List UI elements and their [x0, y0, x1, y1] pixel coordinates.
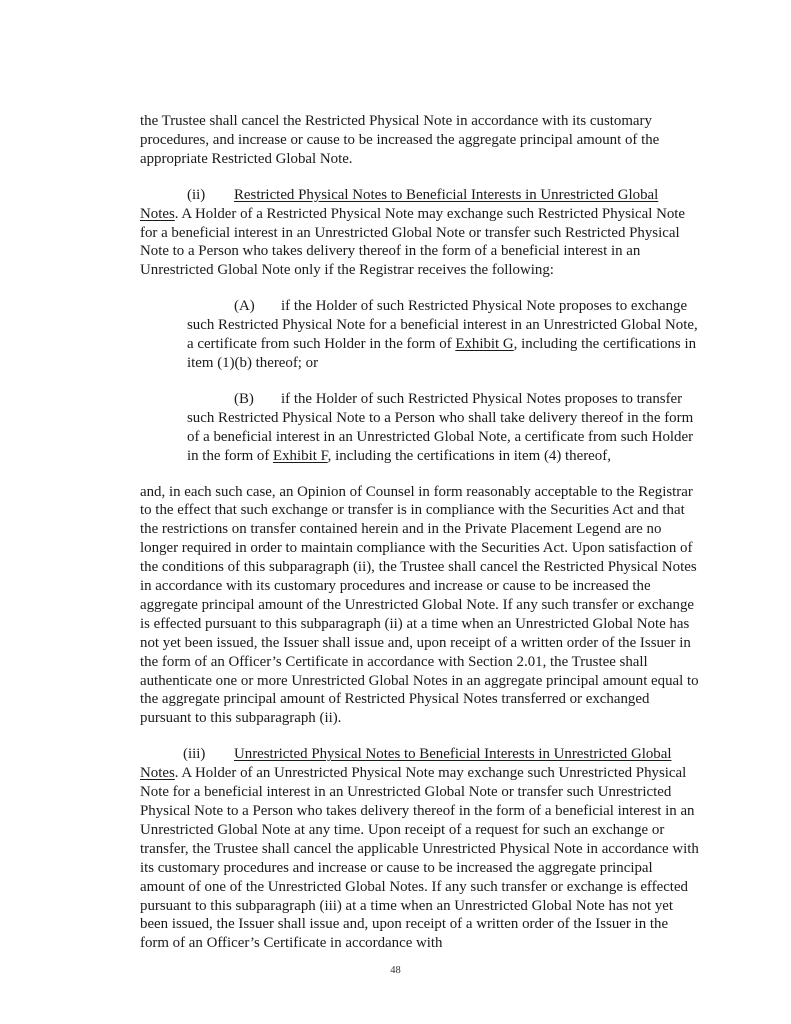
clause-label-a: (A) [234, 298, 255, 315]
subparagraph-heading-iii: Unrestricted Physical Notes to Beneficial Interests in Unrestricted Global Notes [140, 746, 672, 782]
exhibit-f-reference: Exhibit F [273, 447, 328, 464]
paragraph-ii [140, 186, 700, 281]
clause-text-a-before: if the Holder of such Restricted Physical Note proposes to exchange such Restricted Physical Note for a beneficial interest in an Unrestricted Global Note, a certificate from such Holder in the form of [187, 298, 698, 353]
subparagraph-body-ii: . A Holder of a Restricted Physical Note may exchange such Restricted Physical Note for a beneficial interest in an Unrestricted Global Note or transfer such Restricted Physical Note to a Person who takes delivery thereof in the form of a beneficial interest in an Unrestricted Global Note only if the Registrar receives the following: [140, 205, 686, 279]
subparagraph-label-ii: (ii) [187, 186, 206, 203]
clause-label-b: (B) [234, 390, 254, 407]
clause-text-a-after: , including the certifications in item (1)(b) thereof; or [187, 336, 697, 371]
subparagraph-body-iii: . A Holder of an Unrestricted Physical Note may exchange such Unrestricted Physical Note for a beneficial interest in an Unrestricted Global Note or transfer such Unrestricted Physical Note to a Person who takes delivery thereof in the form of a beneficial interest in an Unrestricted Global Note at any time. Upon receipt of a request for such an exchange or transfer, the Trustee shall cancel the applicable Unrestricted Physical Note in accordance with its customary procedures and increase or cause to be increased the aggregate principal amount of one of the Unrestricted Global Notes. If any such transfer or exchange is effected pursuant to this subparagraph (iii) at a time when an Unrestricted Global Note has not yet been issued, the Issuer shall issue and, upon receipt of a written order of the Issuer in the form of an Officer’s Certificate in accordance with [140, 765, 699, 952]
paragraph-continuation: the Trustee shall cancel the Restricted Physical Note in accordance with its customary procedures, and increase or cause to be increased the aggregate principal amount of the appropriate Restricted Global Note. [140, 113, 660, 167]
clause-a [187, 297, 701, 373]
paragraph-ii-tail: and, in each such case, an Opinion of Counsel in form reasonably acceptable to the Registrar to the effect that such exchange or transfer is in compliance with the Securities Act and that the restrictions on transfer contained herein and in the Private Placement Legend are no longer required in order to maintain compliance with the Securities Act. Upon satisfaction of the conditions of this subparagraph (ii), the Trustee shall cancel the Restricted Physical Notes in accordance with its customary procedures and increase or cause to be increased the aggregate principal amount of the Unrestricted Global Note. If any such transfer or exchange is effected pursuant to this subparagraph (ii) at a time when an Unrestricted Global Note has not yet been issued, the Issuer shall issue and, upon receipt of a written order of the Issuer in the form of an Officer’s Certificate in accordance with Section 2.01, the Trustee shall authenticate one or more Unrestricted Global Notes in an aggregate principal amount equal to the aggregate principal amount of Restricted Physical Notes transferred or exchanged pursuant to this subparagraph (ii). [140, 483, 699, 727]
clause-text-b-after: , including the certifications in item (4) thereof, [327, 447, 611, 464]
page-number: 48 [390, 965, 401, 976]
exhibit-g-reference: Exhibit G [455, 336, 514, 353]
clause-b [187, 390, 701, 466]
clause-block [187, 297, 701, 465]
subparagraph-heading-ii: Restricted Physical Notes to Beneficial Interests in Unrestricted Global Notes [140, 186, 659, 222]
document-page [140, 112, 700, 953]
subparagraph-label-iii: (iii) [183, 746, 206, 763]
paragraph-iii [140, 745, 700, 953]
clause-text-b-before: if the Holder of such Restricted Physical Notes proposes to transfer such Restricted Physical Note to a Person who shall take delivery thereof in the form of a beneficial interest in an Unrestricted Global Note, a certificate from such Holder in the form of [187, 390, 694, 464]
